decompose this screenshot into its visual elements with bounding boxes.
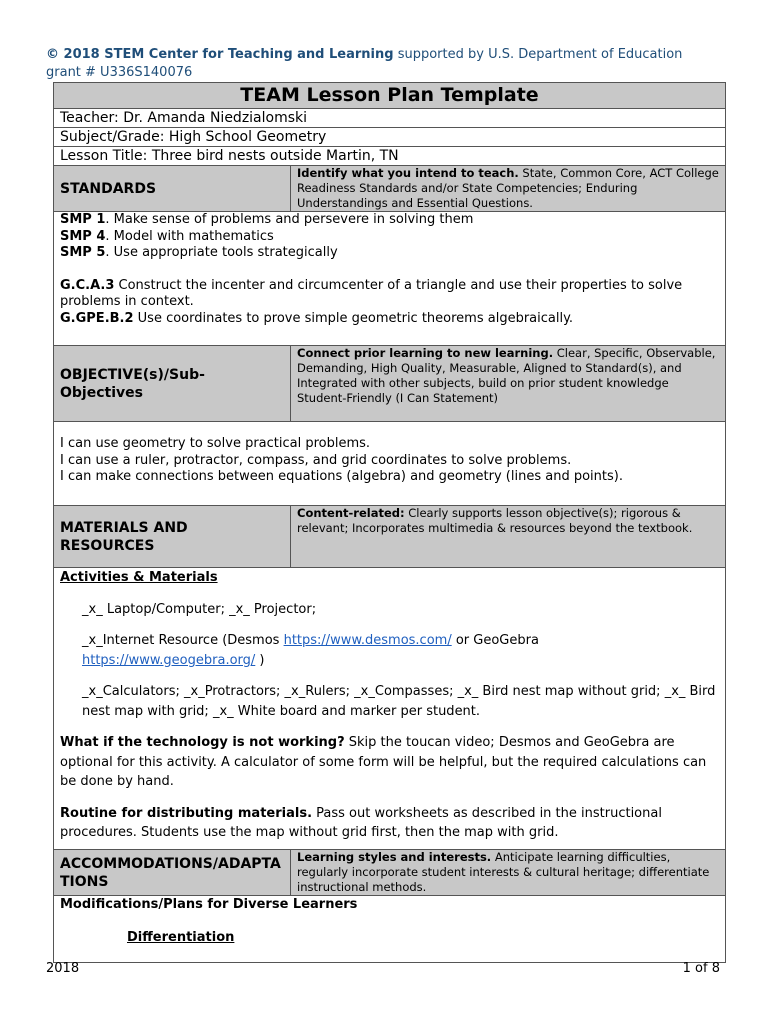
standard-text: . Use appropriate tools strategically	[105, 245, 338, 260]
standard-text: Use coordinates to prove simple geometric theorems algebraically.	[133, 310, 574, 326]
standards-label: STANDARDS	[54, 166, 291, 212]
standards-description	[291, 166, 726, 212]
activities-heading: Activities & Materials	[60, 570, 218, 585]
materials-label: MATERIALS AND RESOURCES	[54, 506, 291, 568]
copyright-bold: © 2018 STEM Center for Teaching and Learning	[46, 47, 394, 62]
objectives-label: OBJECTIVE(s)/Sub-Objectives	[54, 346, 291, 422]
objectives-description	[291, 346, 726, 422]
standard-code: G.GPE.B.2	[60, 310, 134, 326]
materials-description	[291, 506, 726, 568]
modifications-heading: Modifications/Plans for Diverse Learners	[60, 897, 358, 912]
accommodations-content	[54, 896, 726, 963]
standard-code: SMP 5	[60, 245, 106, 260]
objectives-desc-bold: Connect prior learning to new learning.	[297, 346, 554, 360]
desmos-link[interactable]: https://www.desmos.com/	[283, 633, 452, 648]
objectives-desc-line2: Student-Friendly (I Can Statement)	[297, 391, 498, 405]
objective-item: I can use geometry to solve practical problems.	[60, 436, 371, 451]
routine-note	[60, 804, 719, 843]
standard-code: SMP 4	[60, 228, 106, 244]
lesson-plan-table	[53, 82, 726, 963]
objectives-desc-rest: Clear, Specific, Observable, Demanding, High Quality, Measurable, Aligned to Standard(s), and Integrated with other subjects, build on prior student knowledge	[297, 346, 716, 390]
standards-desc-bold: Identify what you intend to teach.	[297, 166, 519, 180]
standard-text: Construct the incenter and circumcenter of a triangle and use their properties to solve problems in context.	[60, 277, 683, 309]
accommodations-label: ACCOMMODATIONS/ADAPTATIONS	[54, 850, 291, 896]
copyright-rest: supported by U.S. Department of Education grant # U336S140076	[46, 47, 683, 80]
routine-bold: Routine for distributing materials.	[60, 805, 313, 821]
standard-item	[60, 245, 719, 262]
lesson-title-row: Lesson Title: Three bird nests outside Martin, TN	[54, 147, 726, 166]
materials-desc-bold: Content-related:	[297, 506, 405, 520]
materials-line-3: _x_Calculators; _x_Protractors; _x_Rulers; _x_Compasses; _x_ Bird nest map without grid; _x_ Bird nest map with grid; _x_ White board and marker per student.	[82, 684, 716, 719]
geogebra-link[interactable]: https://www.geogebra.org/	[82, 652, 256, 668]
standard-text: . Model with mathematics	[105, 228, 274, 244]
standard-item	[60, 311, 719, 328]
objective-item: I can make connections between equations (algebra) and geometry (lines and points).	[60, 469, 623, 484]
copyright-header	[46, 46, 686, 82]
technology-bold: What if the technology is not working?	[60, 735, 345, 750]
accommodations-description	[291, 850, 726, 896]
standard-item	[60, 278, 719, 311]
objectives-content	[54, 422, 726, 506]
materials-content	[54, 568, 726, 850]
table-title: TEAM Lesson Plan Template	[54, 83, 726, 109]
teacher-row: Teacher: Dr. Amanda Niedzialomski	[54, 109, 726, 128]
standard-code: G.C.A.3	[60, 277, 115, 293]
closing-paren: )	[255, 652, 265, 668]
accommodations-desc-rest: Anticipate learning difficulties, regularly incorporate student interests & cultural heritage; differentiate instructional methods.	[297, 850, 710, 894]
internet-resource-text: _x_Internet Resource (Desmos	[82, 633, 284, 648]
materials-desc-rest: Clearly supports lesson objective(s); rigorous & relevant; Incorporates multimedia & resources beyond the textbook.	[297, 506, 693, 535]
subject-row: Subject/Grade: High School Geometry	[54, 128, 726, 147]
footer-year: 2018	[46, 961, 80, 976]
differentiation-heading: Differentiation	[127, 930, 235, 945]
standard-item	[60, 212, 719, 229]
objective-item: I can use a ruler, protractor, compass, and grid coordinates to solve problems.	[60, 452, 572, 468]
footer-page-number: 1 of 8	[682, 961, 720, 976]
standard-text: . Make sense of problems and persevere in solving them	[105, 212, 474, 227]
geogebra-text: or GeoGebra	[451, 633, 539, 648]
standards-desc-rest: State, Common Core, ACT College Readiness Standards and/or State Competencies; Enduring Understandings and Essential Questions.	[297, 166, 719, 210]
technology-rest: Skip the toucan video; Desmos and GeoGebra are optional for this activity. A calculator of some form will be helpful, but the required calculations can be done by hand.	[60, 735, 707, 789]
standard-item	[60, 229, 719, 246]
materials-line-1: _x_ Laptop/Computer; _x_ Projector;	[82, 601, 317, 617]
routine-rest: Pass out worksheets as described in the instructional procedures. Students use the map without grid first, then the map with grid.	[60, 805, 662, 840]
standards-content	[54, 212, 726, 346]
accommodations-desc-bold: Learning styles and interests.	[297, 850, 492, 864]
materials-line-2	[60, 631, 719, 670]
standard-code: SMP 1	[60, 212, 106, 227]
technology-note	[60, 733, 719, 792]
